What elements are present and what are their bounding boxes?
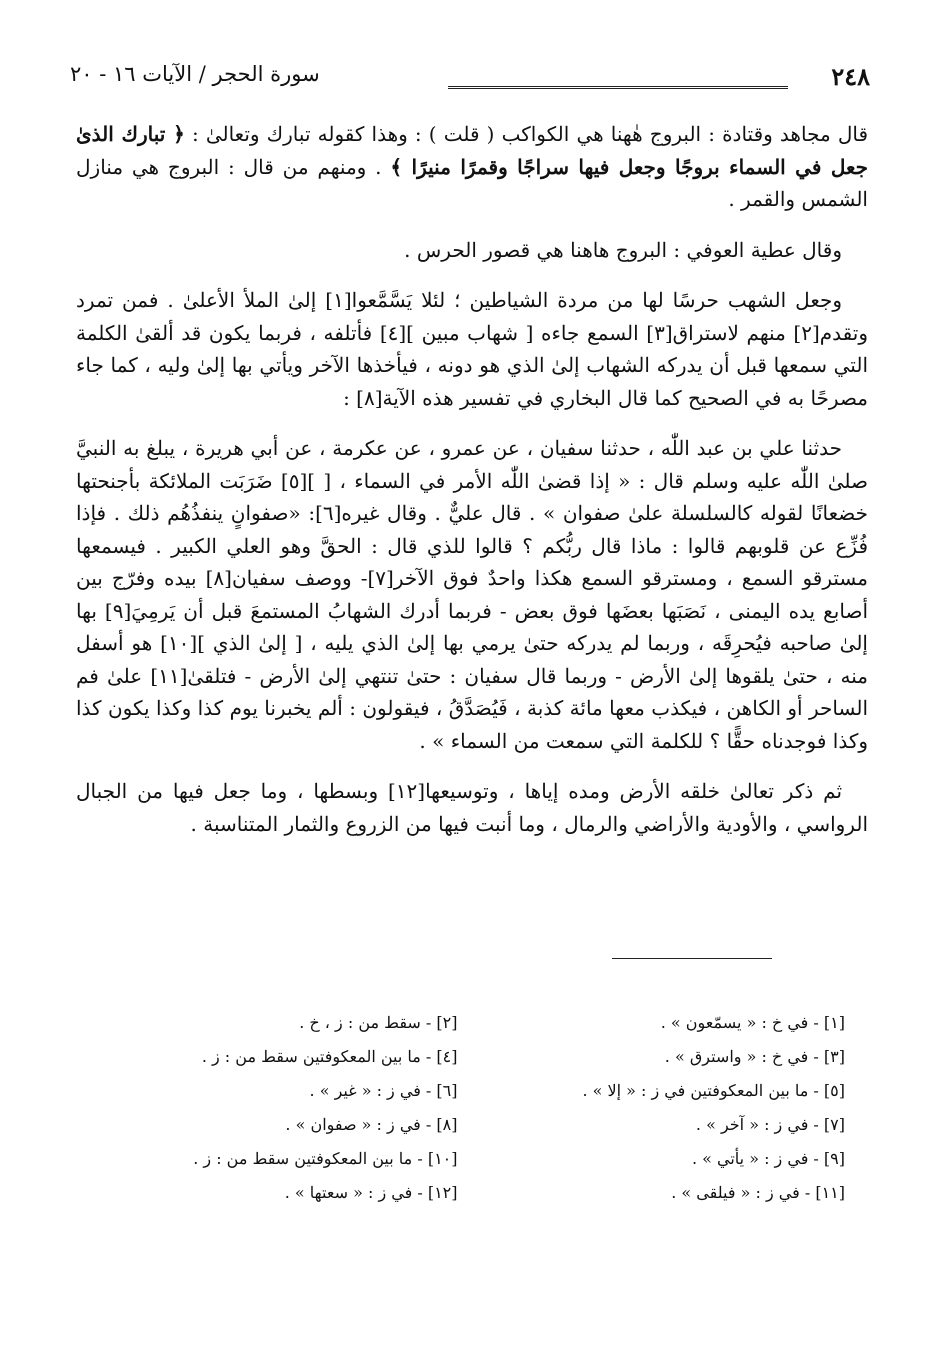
- footnote: [١٢] - في ز : « سعتها » .: [284, 1183, 458, 1202]
- footnote: [٢] - سقط من : ز ، خ .: [299, 1013, 458, 1032]
- footnote: [١١] - في ز : « فيلقى » .: [671, 1183, 845, 1202]
- page-number: ٢٤٨: [831, 62, 870, 91]
- footnote: [٤] - ما بين المعكوفتين سقط من : ز .: [201, 1047, 458, 1066]
- paragraph-text: . ومنهم من قال : البروج هي منازل الشمس والقمر .: [76, 154, 868, 211]
- quran-verse: ﴿ تبارك الذىٰ جعل في السماء بروجًا وجعل فيها سراجًا وقمرًا منيرًا ﴾: [76, 122, 868, 179]
- footnote: [١] - في خ : « يسمّعون » .: [660, 1013, 845, 1032]
- running-title: سورة الحجر / الآيات ١٦ - ٢٠: [70, 62, 320, 86]
- page-header: [70, 60, 870, 100]
- header-rule: [448, 86, 788, 89]
- footnote: [٨] - في ز : « صفوان » .: [285, 1115, 458, 1134]
- footnote: [١٠] - ما بين المعكوفتين سقط من : ز .: [193, 1149, 458, 1168]
- footnote: [٣] - في خ : « واسترق » .: [664, 1047, 845, 1066]
- footnote: [٦] - في ز : « غير » .: [309, 1081, 458, 1100]
- paragraph: حدثنا علي بن عبد اللّٰه ، حدثنا سفيان ، عن عمرو ، عن عكرمة ، عن أبي هريرة ، يبلغ به النبيَّ صلىٰ اللّٰه عليه وسلم قال : « إذا قضىٰ اللّٰه الأمر في السماء ، [ ][٥] ضَرَبَت الملائكة بأجنحتها خضعانًا لقوله كالسلسلة علىٰ صفوان » . قال عليٌّ . وقال غيره[٦]: «صفوانٍ ينفذُهُم ذلك . فإذا فُزِّع عن قلوبهم قالوا : ماذا قال ربُّكم ؟ قالوا للذي قال : الحقَّ وهو العلي الكبير . فيسمعها مسترقو السمع ، ومسترقو السمع هكذا واحدٌ فوق الآخر[٧]- ووصف سفيان[٨] بيده وفرّج بين أصابع يده اليمنى ، نَصَبَها بعضَها فوق بعض - فربما أدرك الشهابُ المستمعَ قبل أن يَرمِيَ[٩] بها إلىٰ صاحبه فيُحرِقَه ، وربما لم يدركه حتىٰ يرمي بها إلىٰ الذي يليه ، [ إلىٰ الذي ][١٠] هو أسفل منه ، حتىٰ يلقوها إلىٰ الأرض - وربما قال سفيان : حتىٰ تنتهي إلىٰ الأرض - فتلقىٰ[١١] علىٰ فم الساحر أو الكاهن ، فيكذب معها مائة كذبة ، فَيُصَدَّقُ ، فيقولون : ألم يخبرنا يوم كذا وكذا يكون كذا وكذا فوجدناه حقًّا ؟ للكلمة التي سمعت من السماء » .: [76, 436, 869, 753]
- footnotes: [110, 1006, 845, 1210]
- paragraph-text: قال مجاهد وقتادة : البروج هٰهنا هي الكواكب ( قلت ) : وهذا كقوله تبارك وتعالىٰ :: [184, 122, 868, 146]
- footnote: [٧] - في ز : « آخر » .: [695, 1115, 845, 1134]
- footnote: [٩] - في ز : « يأتي » .: [691, 1149, 845, 1168]
- paragraph: [76, 118, 868, 216]
- footnote: [٥] - ما بين المعكوفتين في ز : « إلا » .: [582, 1081, 845, 1100]
- footnote-separator: [612, 958, 772, 959]
- paragraph: ثم ذكر تعالىٰ خلقه الأرض ومده إياها ، وتوسيعها[١٢] وبسطها ، وما جعل فيها من الجبال الرواسي ، والأودية والأراضي والرمال ، وما أنبت فيها من الزروع والثمار المتناسبة .: [76, 779, 868, 836]
- paragraph: وجعل الشهب حرسًا لها من مردة الشياطين ؛ لئلا يَسَّمَّعوا[١] إلىٰ الملأ الأعلىٰ . فمن تمرد وتقدم[٢] منهم لاستراق[٣] السمع جاءه [ شهاب مبين ][٤] فأتلفه ، فربما يكون قد ألقىٰ الكلمة التي سمعها قبل أن يدركه الشهاب إلىٰ الذي هو دونه ، فيأخذها الآخر ويأتي بها إلىٰ وليه ، كما جاء مصرحًا به في الصحيح كما قال البخاري في تفسير هذه الآية[٨] :: [76, 288, 868, 410]
- main-text: [76, 118, 868, 858]
- paragraph: وقال عطية العوفي : البروج هاهنا هي قصور الحرس .: [404, 237, 842, 262]
